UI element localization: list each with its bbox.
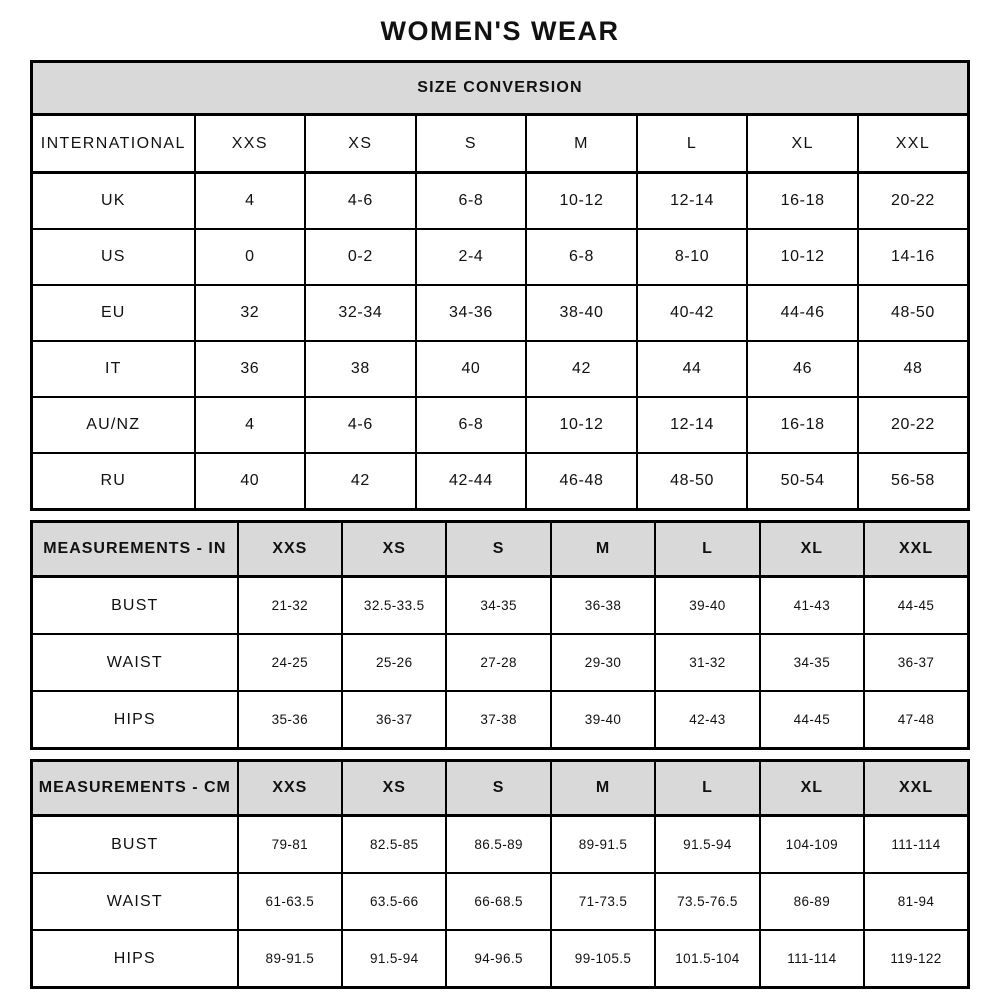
value-cell: 61-63.5 bbox=[238, 873, 342, 930]
value-cell: 81-94 bbox=[864, 873, 968, 930]
measurements-in-table bbox=[30, 520, 970, 750]
value-cell: 86-89 bbox=[760, 873, 864, 930]
row-label: HIPS bbox=[32, 691, 238, 749]
value-cell: 44-45 bbox=[760, 691, 864, 749]
value-cell: 46-48 bbox=[526, 453, 637, 510]
value-cell: 42-44 bbox=[416, 453, 527, 510]
value-cell: 29-30 bbox=[551, 634, 655, 691]
column-header: XS bbox=[305, 115, 416, 173]
table-label: MEASUREMENTS - IN bbox=[32, 522, 238, 577]
column-header: M bbox=[551, 761, 655, 816]
value-cell: 32.5-33.5 bbox=[342, 577, 446, 635]
value-cell: 38-40 bbox=[526, 285, 637, 341]
value-cell: 56-58 bbox=[858, 453, 969, 510]
table-row bbox=[32, 285, 969, 341]
value-cell: 4-6 bbox=[305, 173, 416, 230]
value-cell: 48 bbox=[858, 341, 969, 397]
row-label: UK bbox=[32, 173, 195, 230]
column-header: XL bbox=[760, 522, 864, 577]
value-cell: 12-14 bbox=[637, 173, 748, 230]
value-cell: 10-12 bbox=[526, 173, 637, 230]
page-title: WOMEN'S WEAR bbox=[380, 16, 620, 46]
column-header: L bbox=[655, 761, 759, 816]
value-cell: 40 bbox=[416, 341, 527, 397]
column-header: XXL bbox=[864, 522, 968, 577]
table-row bbox=[32, 691, 969, 749]
value-cell: 0 bbox=[195, 229, 306, 285]
value-cell: 4 bbox=[195, 173, 306, 230]
table-title-row bbox=[32, 62, 969, 115]
table-label: MEASUREMENTS - CM bbox=[32, 761, 238, 816]
value-cell: 27-28 bbox=[446, 634, 550, 691]
table-row bbox=[32, 341, 969, 397]
value-cell: 16-18 bbox=[747, 173, 858, 230]
table-row bbox=[32, 873, 969, 930]
row-label: HIPS bbox=[32, 930, 238, 988]
value-cell: 12-14 bbox=[637, 397, 748, 453]
value-cell: 20-22 bbox=[858, 397, 969, 453]
value-cell: 35-36 bbox=[238, 691, 342, 749]
value-cell: 10-12 bbox=[526, 397, 637, 453]
value-cell: 39-40 bbox=[655, 577, 759, 635]
value-cell: 34-35 bbox=[760, 634, 864, 691]
value-cell: 73.5-76.5 bbox=[655, 873, 759, 930]
table-row bbox=[32, 229, 969, 285]
column-header: S bbox=[446, 761, 550, 816]
value-cell: 25-26 bbox=[342, 634, 446, 691]
header-row bbox=[32, 522, 969, 577]
value-cell: 6-8 bbox=[416, 397, 527, 453]
size-conversion-table bbox=[30, 60, 970, 511]
value-cell: 42-43 bbox=[655, 691, 759, 749]
column-header: S bbox=[416, 115, 527, 173]
table-row bbox=[32, 634, 969, 691]
column-header: XS bbox=[342, 761, 446, 816]
column-header: M bbox=[526, 115, 637, 173]
value-cell: 8-10 bbox=[637, 229, 748, 285]
value-cell: 44-46 bbox=[747, 285, 858, 341]
column-header: XXL bbox=[864, 761, 968, 816]
column-header: XXS bbox=[238, 522, 342, 577]
table-row bbox=[32, 453, 969, 510]
value-cell: 2-4 bbox=[416, 229, 527, 285]
table-row bbox=[32, 816, 969, 874]
value-cell: 34-36 bbox=[416, 285, 527, 341]
value-cell: 37-38 bbox=[446, 691, 550, 749]
column-header: L bbox=[655, 522, 759, 577]
table-row bbox=[32, 397, 969, 453]
value-cell: 36-38 bbox=[551, 577, 655, 635]
value-cell: 89-91.5 bbox=[551, 816, 655, 874]
value-cell: 4-6 bbox=[305, 397, 416, 453]
value-cell: 111-114 bbox=[760, 930, 864, 988]
table bbox=[30, 520, 970, 750]
value-cell: 46 bbox=[747, 341, 858, 397]
value-cell: 50-54 bbox=[747, 453, 858, 510]
value-cell: 39-40 bbox=[551, 691, 655, 749]
row-label: WAIST bbox=[32, 634, 238, 691]
value-cell: 32 bbox=[195, 285, 306, 341]
table-label: INTERNATIONAL bbox=[32, 115, 195, 173]
column-header: S bbox=[446, 522, 550, 577]
column-header: XXS bbox=[195, 115, 306, 173]
row-label: US bbox=[32, 229, 195, 285]
value-cell: 36 bbox=[195, 341, 306, 397]
value-cell: 31-32 bbox=[655, 634, 759, 691]
table-row bbox=[32, 577, 969, 635]
value-cell: 89-91.5 bbox=[238, 930, 342, 988]
value-cell: 41-43 bbox=[760, 577, 864, 635]
value-cell: 91.5-94 bbox=[342, 930, 446, 988]
value-cell: 111-114 bbox=[864, 816, 968, 874]
column-header: M bbox=[551, 522, 655, 577]
value-cell: 94-96.5 bbox=[446, 930, 550, 988]
value-cell: 104-109 bbox=[760, 816, 864, 874]
value-cell: 21-32 bbox=[238, 577, 342, 635]
value-cell: 36-37 bbox=[342, 691, 446, 749]
value-cell: 0-2 bbox=[305, 229, 416, 285]
table bbox=[30, 759, 970, 989]
row-label: WAIST bbox=[32, 873, 238, 930]
value-cell: 48-50 bbox=[637, 453, 748, 510]
column-header: XXL bbox=[858, 115, 969, 173]
value-cell: 4 bbox=[195, 397, 306, 453]
value-cell: 34-35 bbox=[446, 577, 550, 635]
value-cell: 71-73.5 bbox=[551, 873, 655, 930]
row-label: EU bbox=[32, 285, 195, 341]
table-row bbox=[32, 173, 969, 230]
value-cell: 24-25 bbox=[238, 634, 342, 691]
value-cell: 16-18 bbox=[747, 397, 858, 453]
column-header: L bbox=[637, 115, 748, 173]
row-label: BUST bbox=[32, 816, 238, 874]
value-cell: 6-8 bbox=[526, 229, 637, 285]
value-cell: 14-16 bbox=[858, 229, 969, 285]
value-cell: 99-105.5 bbox=[551, 930, 655, 988]
row-label: BUST bbox=[32, 577, 238, 635]
table-row bbox=[32, 930, 969, 988]
value-cell: 91.5-94 bbox=[655, 816, 759, 874]
table bbox=[30, 60, 970, 511]
value-cell: 20-22 bbox=[858, 173, 969, 230]
value-cell: 48-50 bbox=[858, 285, 969, 341]
row-label: AU/NZ bbox=[32, 397, 195, 453]
column-header: XL bbox=[747, 115, 858, 173]
column-header: XS bbox=[342, 522, 446, 577]
value-cell: 63.5-66 bbox=[342, 873, 446, 930]
value-cell: 32-34 bbox=[305, 285, 416, 341]
column-header: XXS bbox=[238, 761, 342, 816]
value-cell: 44 bbox=[637, 341, 748, 397]
row-label: RU bbox=[32, 453, 195, 510]
value-cell: 38 bbox=[305, 341, 416, 397]
value-cell: 36-37 bbox=[864, 634, 968, 691]
value-cell: 101.5-104 bbox=[655, 930, 759, 988]
value-cell: 6-8 bbox=[416, 173, 527, 230]
row-label: IT bbox=[32, 341, 195, 397]
value-cell: 44-45 bbox=[864, 577, 968, 635]
value-cell: 66-68.5 bbox=[446, 873, 550, 930]
header-row bbox=[32, 115, 969, 173]
column-header: XL bbox=[760, 761, 864, 816]
value-cell: 42 bbox=[526, 341, 637, 397]
measurements-cm-table bbox=[30, 759, 970, 989]
value-cell: 119-122 bbox=[864, 930, 968, 988]
value-cell: 40-42 bbox=[637, 285, 748, 341]
value-cell: 82.5-85 bbox=[342, 816, 446, 874]
value-cell: 40 bbox=[195, 453, 306, 510]
value-cell: 86.5-89 bbox=[446, 816, 550, 874]
value-cell: 79-81 bbox=[238, 816, 342, 874]
header-row bbox=[32, 761, 969, 816]
value-cell: 10-12 bbox=[747, 229, 858, 285]
value-cell: 47-48 bbox=[864, 691, 968, 749]
value-cell: 42 bbox=[305, 453, 416, 510]
table-title: SIZE CONVERSION bbox=[32, 62, 969, 115]
